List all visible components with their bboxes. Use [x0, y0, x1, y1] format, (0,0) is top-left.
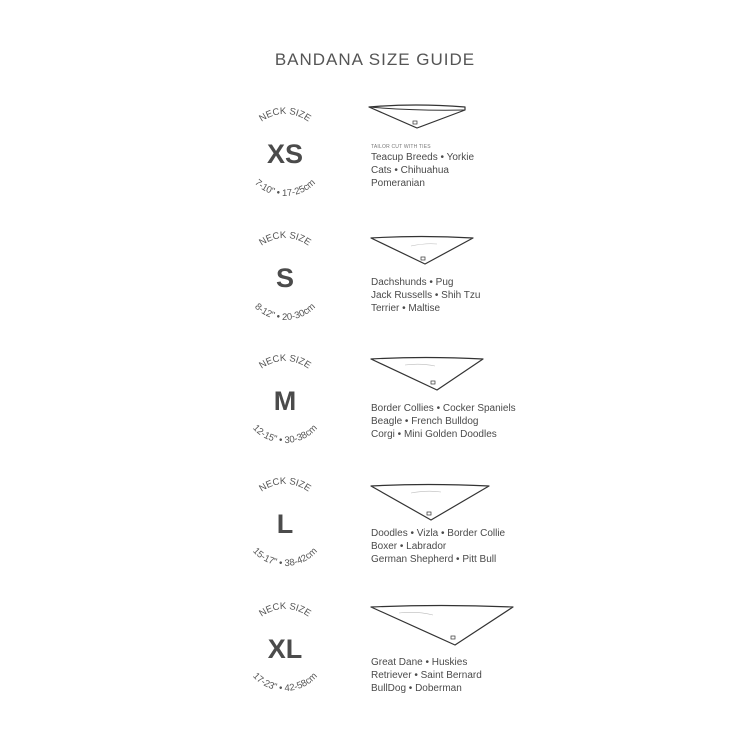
breed-line: Beagle • French Bulldog: [371, 416, 479, 427]
neck-size-range: 12-15" • 30-38cm: [250, 422, 320, 447]
breed-line: Pomeranian: [371, 178, 425, 189]
size-code: XS: [266, 139, 304, 169]
neck-size-badge-xs: [232, 100, 338, 206]
neck-size-label: NECK SIZE: [257, 229, 313, 249]
neck-size-range: 8-12" • 20-30cm: [252, 301, 318, 324]
breed-line: Retriever • Saint Bernard: [371, 670, 482, 681]
breed-line: German Shepherd • Pitt Bull: [371, 554, 497, 565]
bandana-illustration-xs: [365, 101, 475, 138]
size-code: M: [273, 386, 297, 416]
neck-size-badge-xl: [232, 595, 338, 701]
breed-line: Teacup Breeds • Yorkie: [371, 152, 475, 163]
neck-size-range: 15-17" • 38-42cm: [250, 545, 320, 570]
neck-size-label: NECK SIZE: [257, 600, 313, 620]
size-row-xs: [0, 100, 750, 220]
neck-size-badge-l: [232, 470, 338, 576]
breed-line: Doodles • Vizla • Border Collie: [371, 528, 506, 539]
breed-line: BullDog • Doberman: [371, 683, 462, 694]
breed-list-s: [371, 276, 480, 315]
neck-size-badge-s: [232, 224, 338, 330]
bandana-illustration-m: [365, 353, 495, 398]
neck-size-label: NECK SIZE: [257, 352, 313, 372]
neck-size-range: 7-10" • 17-25cm: [252, 177, 318, 200]
page-title: BANDANA SIZE GUIDE: [274, 50, 476, 69]
breed-list-xl: [371, 656, 482, 695]
size-code: L: [276, 509, 294, 539]
size-row-l: [0, 470, 750, 590]
bandana-illustration-xl: [365, 601, 525, 654]
size-row-xl: [0, 595, 750, 715]
breed-line: Terrier • Maltise: [371, 303, 441, 314]
size-row-m: [0, 347, 750, 467]
neck-size-badge-m: [232, 347, 338, 453]
breed-line: Boxer • Labrador: [371, 541, 447, 552]
breed-line: Cats • Chihuahua: [371, 165, 449, 176]
breed-line: Border Collies • Cocker Spaniels: [371, 403, 516, 414]
tailor-cut-note: TAILOR CUT WITH TIES: [371, 144, 431, 150]
neck-size-range: 17-23" • 42-58cm: [250, 670, 320, 695]
breed-list-m: [371, 402, 516, 441]
bandana-illustration-s: [365, 232, 485, 273]
size-row-s: [0, 224, 750, 344]
size-code: S: [275, 263, 295, 293]
neck-size-label: NECK SIZE: [257, 105, 313, 125]
breed-line: Jack Russells • Shih Tzu: [371, 290, 481, 301]
breed-list-xs: [371, 151, 474, 190]
size-code: XL: [267, 634, 303, 664]
breed-line: Great Dane • Huskies: [371, 657, 468, 668]
breed-line: Dachshunds • Pug: [371, 277, 454, 288]
breed-line: Corgi • Mini Golden Doodles: [371, 429, 497, 440]
neck-size-label: NECK SIZE: [257, 475, 313, 495]
bandana-illustration-l: [365, 480, 505, 529]
breed-list-l: [371, 527, 505, 566]
